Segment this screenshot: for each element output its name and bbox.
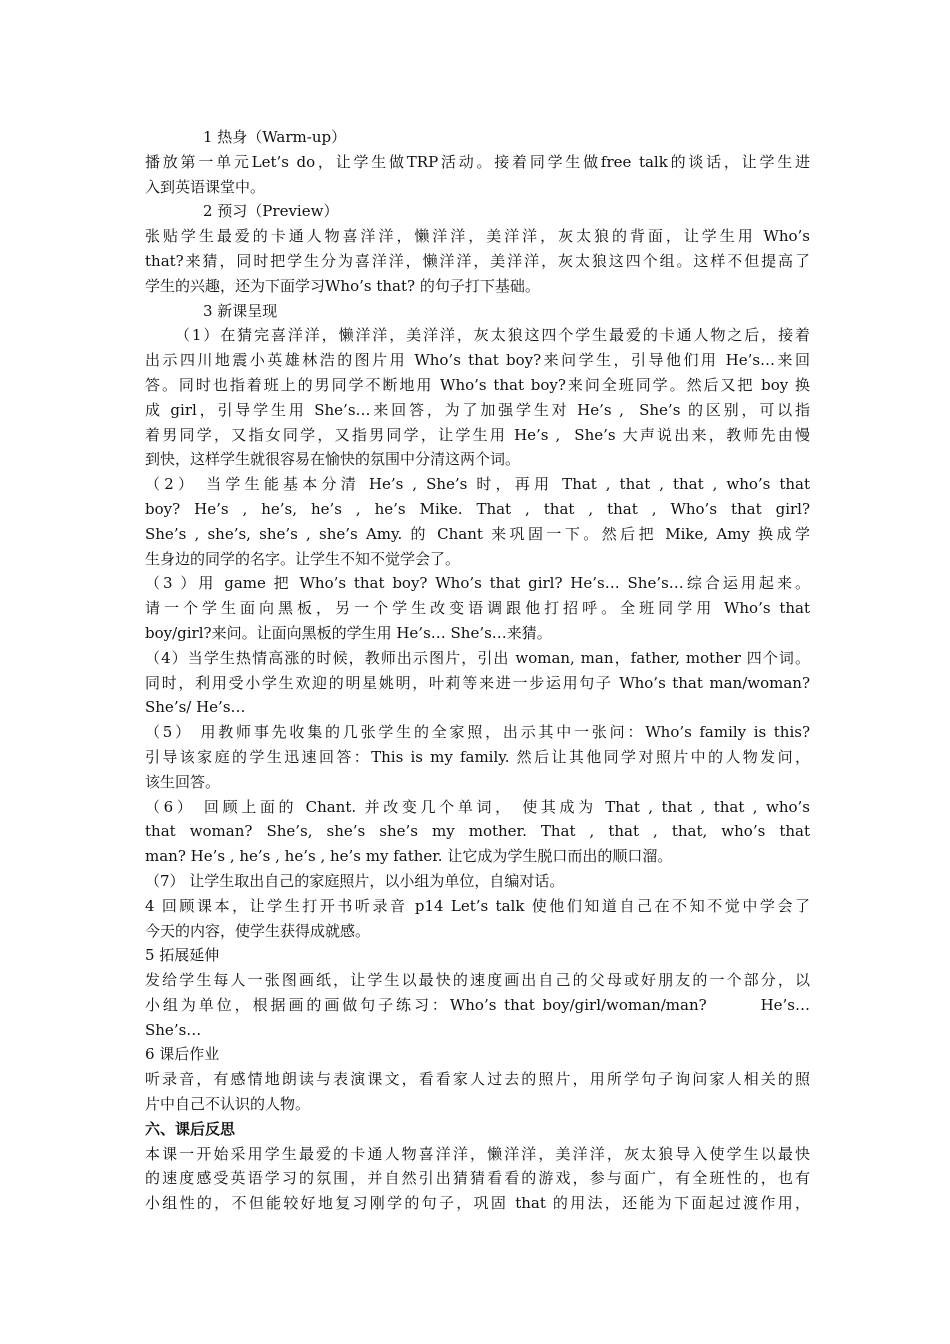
paragraph-line: （1）在猜完喜洋洋，懒洋洋，美洋洋，灰太狼这四个学生最爱的卡通人物之后，接着 bbox=[175, 326, 810, 345]
heading-homework: 6 课后作业 bbox=[145, 1045, 220, 1064]
paragraph-line: （4）当学生热情高涨的时候，教师出示图片，引出 woman, man，father, mother 四个词。 bbox=[145, 648, 810, 667]
heading-new-lesson: 3 新课呈现 bbox=[203, 301, 278, 320]
paragraph-line: 播放第一单元Let’s do，让学生做TRP活动。接着同学生做free talk的谈话，让学生进 bbox=[145, 152, 810, 171]
paragraph-line: 小组为单位，根据画的画做句子练习：Who’s that boy/girl/woman/man? He’s… bbox=[145, 995, 810, 1014]
paragraph-line: 到快，这样学生就很容易在愉快的氛围中分清这两个词。 bbox=[145, 450, 521, 469]
paragraph-line: that?来猜，同时把学生分为喜洋洋，懒洋洋，美洋洋，灰太狼这四个组。这样不但提高了 bbox=[145, 251, 810, 270]
heading-warm-up: 1 热身（Warm-up） bbox=[203, 128, 347, 146]
paragraph-line: （7） 让学生取出自己的家庭照片，以小组为单位，自编对话。 bbox=[145, 871, 565, 890]
paragraph-line: 同时，利用受小学生欢迎的明星姚明，叶莉等来进一步运用句子 Who’s that man/woman? bbox=[145, 673, 810, 692]
paragraph-line: 本课一开始采用学生最爱的卡通人物喜洋洋，懒洋洋，美洋洋，灰太狼导入使学生以最快 bbox=[145, 1144, 810, 1163]
paragraph-line: 听录音，有感情地朗读与表演课文，看看家人过去的照片，用所学句子询问家人相关的照 bbox=[145, 1070, 810, 1089]
paragraph-line: 学生的兴趣，还为下面学习Who’s that? 的句子打下基础。 bbox=[145, 276, 540, 295]
paragraph-line: 片中自己不认识的人物。 bbox=[145, 1095, 311, 1114]
paragraph-line: （2） 当学生能基本分清 He’s , She’s 时，再用 That , that , that , who’s that bbox=[145, 475, 810, 494]
heading-extension: 5 拓展延伸 bbox=[145, 946, 220, 965]
paragraph-line: 今天的内容，使学生获得成就感。 bbox=[145, 921, 371, 940]
paragraph-line: 着男同学，又指女同学，又指男同学，让学生用 He’s , She’s 大声说出来，教师先由慢 bbox=[145, 425, 810, 444]
paragraph-line: 入到英语课堂中。 bbox=[145, 177, 266, 196]
paragraph-line: that woman? She’s, she’s she’s my mother. That , that , that, who’s that bbox=[145, 822, 810, 841]
paragraph-line: 张贴学生最爱的卡通人物喜洋洋，懒洋洋，美洋洋，灰太狼的背面，让学生用 Who’s bbox=[145, 227, 810, 246]
paragraph-line: 请一个学生面向黑板，另一个学生改变语调跟他打招呼。全班同学用 Who’s that bbox=[145, 599, 810, 618]
paragraph-line: 引导该家庭的学生迅速回答：This is my family. 然后让其他同学对照片中的人物发问， bbox=[145, 747, 810, 766]
paragraph-line: man? He’s , he’s , he’s , he’s my father. 让它成为学生脱口而出的顺口溜。 bbox=[145, 847, 673, 866]
paragraph-line: 的速度感受英语学习的氛围，并自然引出猜猜看看的游戏，参与面广，有全班性的，也有 bbox=[145, 1169, 810, 1188]
paragraph-line: （3 ）用 game 把 Who’s that boy? Who’s that girl? He’s… She’s…综合运用起来。 bbox=[145, 574, 810, 593]
paragraph-line: 生身边的同学的名字。让学生不知不觉学会了。 bbox=[145, 549, 461, 568]
paragraph-line: She’s/ He’s… bbox=[145, 698, 246, 717]
paragraph-line: She’s , she’s, she’s , she’s Amy. 的 Chant 来巩固一下。然后把 Mike, Amy 换成学 bbox=[145, 524, 810, 543]
heading-review: 4 回顾课本，让学生打开书听录音 p14 Let’s talk 使他们知道自己在不知不觉中学会了 bbox=[145, 896, 810, 915]
paragraph-line: boy? He’s , he’s, he’s , he’s Mike. That , that , that , Who’s that girl? bbox=[145, 499, 810, 518]
heading-reflection: 六、课后反思 bbox=[145, 1119, 236, 1138]
paragraph-line: 小组性的，不但能较好地复习刚学的句子，巩固 that 的用法，还能为下面起过渡作用， bbox=[145, 1194, 810, 1213]
paragraph-line: 成 girl，引导学生用 She’s…来回答，为了加强学生对 He’s , She’s 的区别，可以指 bbox=[145, 400, 810, 419]
paragraph-line: （6） 回顾上面的 Chant. 并改变几个单词， 使其成为 That , that , that , who’s bbox=[145, 797, 810, 816]
paragraph-line: 答。同时也指着班上的男同学不断地用 Who’s that boy?来问全班同学。然后又把 boy 换 bbox=[145, 375, 810, 394]
paragraph-line: She’s… bbox=[145, 1020, 202, 1039]
paragraph-line: 出示四川地震小英雄林浩的图片用 Who’s that boy?来问学生，引导他们用 He’s…来回 bbox=[145, 351, 810, 370]
paragraph-line: 发给学生每人一张图画纸，让学生以最快的速度画出自己的父母或好朋友的一个部分，以 bbox=[145, 971, 810, 990]
paragraph-line: 该生回答。 bbox=[145, 772, 221, 791]
paragraph-line: （5） 用教师事先收集的几张学生的全家照，出示其中一张问：Who’s family is this? bbox=[145, 723, 810, 742]
paragraph-line: boy/girl?来问。让面向黑板的学生用 He’s… She’s…来猜。 bbox=[145, 623, 552, 642]
document-body bbox=[145, 125, 810, 1216]
heading-preview: 2 预习（Preview） bbox=[203, 202, 339, 221]
